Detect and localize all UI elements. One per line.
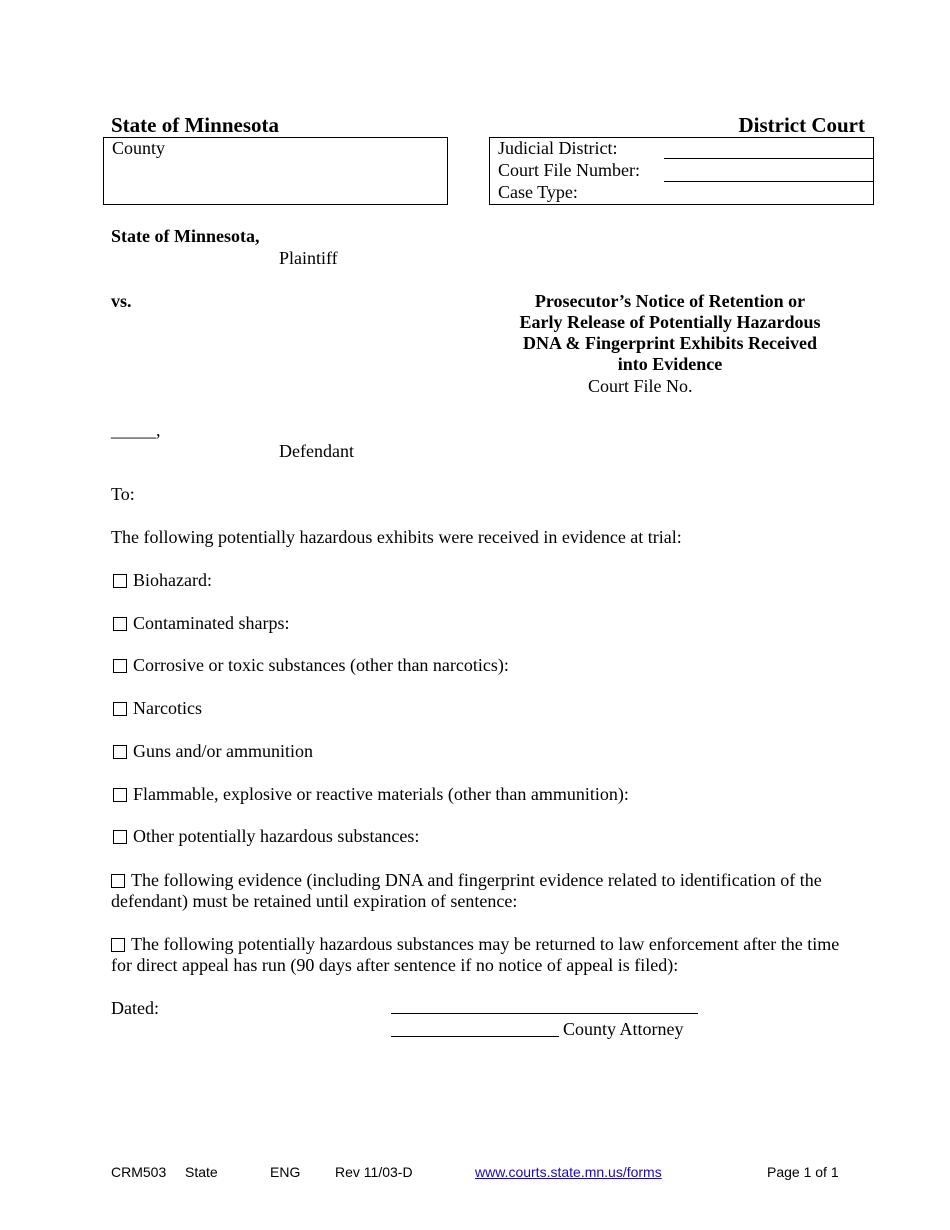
biohazard-checkbox[interactable] xyxy=(113,574,127,588)
county-box[interactable] xyxy=(103,137,448,205)
checkbox-label: Narcotics xyxy=(133,698,202,718)
other-hazard-checkbox[interactable] xyxy=(113,830,127,844)
revision: Rev 11/03-D xyxy=(335,1164,413,1180)
page-number: Page 1 of 1 xyxy=(767,1164,839,1180)
checkbox-label: Biohazard: xyxy=(133,570,212,590)
corrosive-checkbox[interactable] xyxy=(113,659,127,673)
to-label: To: xyxy=(111,484,135,504)
signature-line[interactable] xyxy=(391,1013,698,1014)
checkbox-row xyxy=(113,698,202,719)
dated-label: Dated: xyxy=(111,998,159,1018)
title-line: DNA & Fingerprint Exhibits Received xyxy=(523,333,817,353)
checkbox-row xyxy=(113,741,313,762)
form-code: CRM503 xyxy=(111,1164,167,1180)
case-info-box xyxy=(489,137,874,205)
case-type-label: Case Type: xyxy=(498,182,578,202)
court-heading: District Court xyxy=(738,113,865,137)
judicial-district-field[interactable] xyxy=(664,158,874,159)
checkbox-row xyxy=(113,613,289,634)
return-substances-text: The following potentially hazardous substances may be returned to law enforcement after the time for direct appeal has run (90 days after sentence if no notice of appeal is filed): xyxy=(111,934,840,975)
title-line: Early Release of Potentially Hazardous xyxy=(519,312,821,332)
retain-evidence-item xyxy=(111,870,841,912)
court-file-number-field[interactable] xyxy=(664,181,874,182)
checkbox-row xyxy=(113,655,509,676)
judicial-district-label: Judicial District: xyxy=(498,138,618,158)
title-line: Prosecutor’s Notice of Retention or xyxy=(534,291,806,311)
sharps-checkbox[interactable] xyxy=(113,617,127,631)
checkbox-label: Flammable, explosive or reactive materials (other than ammunition): xyxy=(133,784,629,804)
flammable-checkbox[interactable] xyxy=(113,788,127,802)
retain-evidence-checkbox[interactable] xyxy=(111,874,125,888)
retain-evidence-text: The following evidence (including DNA and fingerprint evidence related to identification of the defendant) must be retained until expiration of sentence: xyxy=(111,870,822,911)
narcotics-checkbox[interactable] xyxy=(113,702,127,716)
return-substances-item xyxy=(111,934,841,976)
court-file-number-label: Court File Number: xyxy=(498,160,640,180)
checkbox-row xyxy=(113,826,419,847)
versus-label: vs. xyxy=(111,291,132,311)
state-heading: State of Minnesota xyxy=(111,113,279,137)
checkbox-row xyxy=(113,570,212,591)
county-attorney-label: County Attorney xyxy=(563,1019,684,1039)
jurisdiction: State xyxy=(185,1164,218,1180)
court-file-no-label: Court File No. xyxy=(588,376,693,396)
defendant-label: Defendant xyxy=(279,441,354,461)
checkbox-label: Other potentially hazardous substances: xyxy=(133,826,420,846)
title-line: into Evidence xyxy=(617,354,723,374)
checkbox-row xyxy=(113,784,629,805)
forms-link[interactable]: www.courts.state.mn.us/forms xyxy=(475,1164,662,1180)
county-label: County xyxy=(112,138,166,158)
checkbox-label: Contaminated sharps: xyxy=(133,613,290,633)
plaintiff-label: Plaintiff xyxy=(279,248,338,268)
document-title xyxy=(470,291,870,375)
checkbox-label: Guns and/or ammunition xyxy=(133,741,313,761)
county-name-line[interactable] xyxy=(391,1036,559,1037)
checkbox-label: Corrosive or toxic substances (other than narcotics): xyxy=(133,655,509,675)
defendant-blank[interactable]: _____, xyxy=(111,420,161,440)
return-substances-checkbox[interactable] xyxy=(111,938,125,952)
plaintiff-name: State of Minnesota, xyxy=(111,226,260,246)
intro-text: The following potentially hazardous exhibits were received in evidence at trial: xyxy=(111,527,682,547)
guns-checkbox[interactable] xyxy=(113,745,127,759)
language: ENG xyxy=(270,1164,301,1180)
